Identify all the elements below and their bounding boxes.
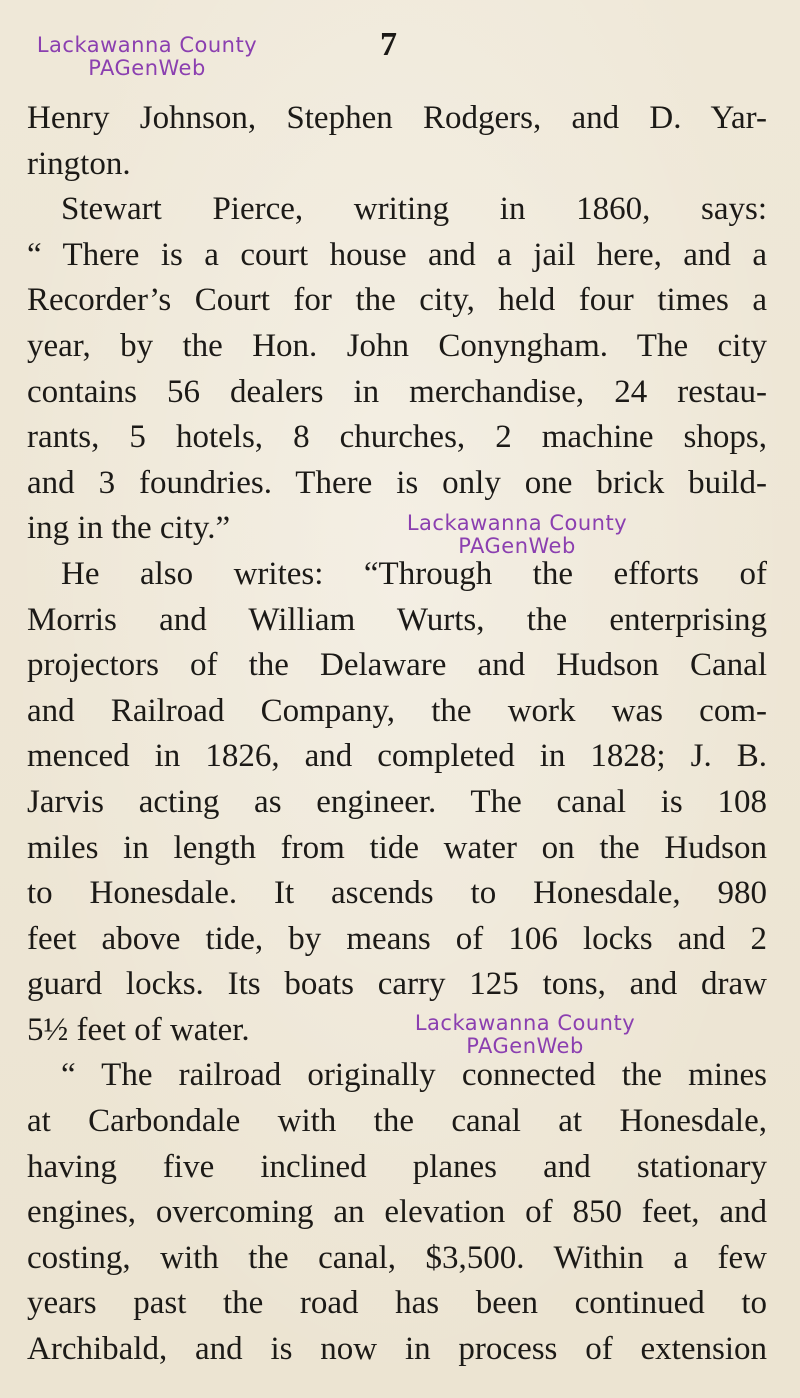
text-line: projectors of the Delaware and Hudson Canal: [27, 647, 767, 684]
text-line: years past the road has been continued to: [27, 1285, 767, 1322]
text-line: menced in 1826, and completed in 1828; J. B.: [27, 738, 767, 775]
text-line: rants, 5 hotels, 8 churches, 2 machine shops,: [27, 419, 767, 456]
text-line: Henry Johnson, Stephen Rodgers, and D. Yar-: [27, 100, 767, 136]
text-line: Recorder’s Court for the city, held four times a: [27, 282, 767, 319]
watermark-middle: [372, 512, 662, 558]
text-line: He also writes: “Through the efforts of: [61, 555, 767, 592]
text-line: Jarvis acting as engineer. The canal is 108: [27, 783, 767, 820]
text-line: rington.: [27, 145, 131, 182]
text-line: at Carbondale with the canal at Honesdale,: [27, 1103, 767, 1140]
text-line: “ There is a court house and a jail here, and a: [27, 236, 767, 273]
text-line: costing, with the canal, $3,500. Within a few: [27, 1239, 767, 1276]
text-line: Morris and William Wurts, the enterprising: [27, 601, 767, 638]
text-line: to Honesdale. It ascends to Honesdale, 980: [27, 875, 767, 912]
page-number: 7: [380, 26, 397, 63]
text-line: Stewart Pierce, writing in 1860, says:: [61, 191, 767, 228]
text-line: 5½ feet of water.: [27, 1011, 250, 1048]
text-line: engines, overcoming an elevation of 850 feet, and: [27, 1194, 767, 1231]
text-line: miles in length from tide water on the Hudson: [27, 829, 767, 866]
text-line: Archibald, and is now in process of extension: [27, 1331, 767, 1368]
body-text: [27, 96, 767, 1373]
watermark-top-left: [12, 34, 282, 80]
text-line: and 3 foundries. There is only one brick build-: [27, 464, 767, 501]
text-line: guard locks. Its boats carry 125 tons, and draw: [27, 966, 767, 1003]
text-line: “ The railroad originally connected the mines: [61, 1057, 767, 1094]
watermark-line1: Lackawanna County: [36, 33, 258, 57]
watermark-line2: PAGenWeb: [458, 534, 576, 558]
watermark-line2: PAGenWeb: [88, 56, 206, 80]
watermark-line1: Lackawanna County: [414, 1011, 636, 1035]
text-line: contains 56 dealers in merchandise, 24 restau-: [27, 373, 767, 410]
watermark-line2: PAGenWeb: [466, 1034, 584, 1058]
text-line: year, by the Hon. John Conyngham. The city: [27, 327, 767, 364]
watermark-line1: Lackawanna County: [406, 511, 628, 535]
text-line: feet above tide, by means of 106 locks and 2: [27, 920, 767, 957]
text-line: and Railroad Company, the work was com-: [27, 692, 767, 729]
watermark-lower: [380, 1012, 670, 1058]
text-line: having five inclined planes and stationary: [27, 1148, 767, 1185]
text-line: ing in the city.”: [27, 510, 231, 547]
